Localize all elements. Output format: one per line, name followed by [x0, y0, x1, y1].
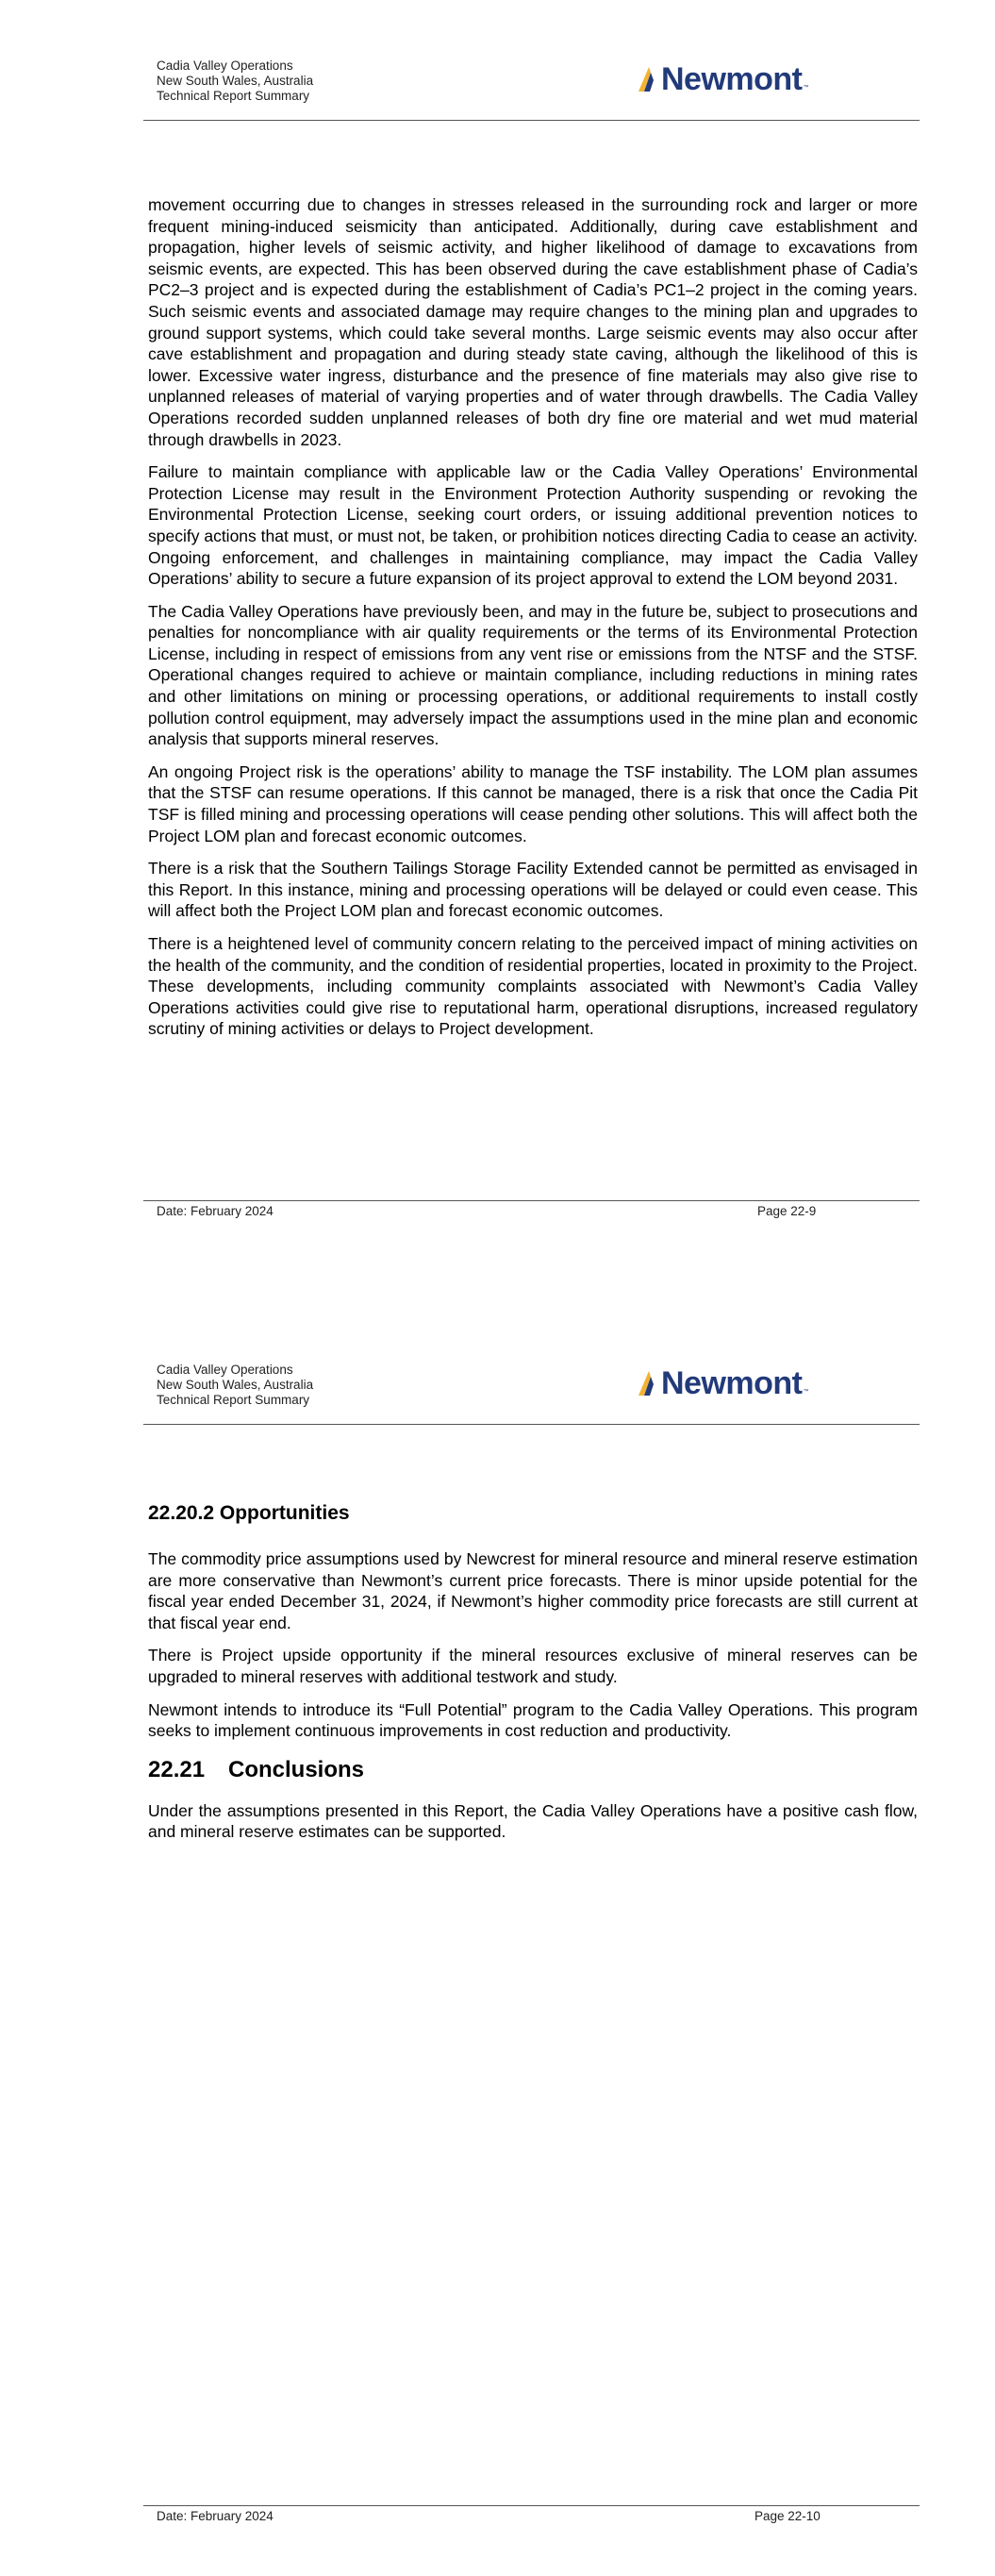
- header-report-type: Technical Report Summary: [157, 89, 310, 103]
- logo-trademark: ™: [803, 85, 809, 91]
- footer-date: Date: February 2024: [157, 1204, 274, 1218]
- section-number: 22.21: [148, 1756, 206, 1782]
- logo-wordmark: Newmont: [661, 1365, 803, 1401]
- logo-trademark: ™: [803, 1389, 809, 1395]
- paragraph: There is Project upside opportunity if the mineral resources exclusive of mineral reserves can be upgraded to mineral reserves with additional testwork and study.: [148, 1646, 918, 1686]
- footer-divider: [143, 2505, 920, 2506]
- header-company: Cadia Valley Operations: [157, 1363, 293, 1377]
- paragraph: The Cadia Valley Operations have previously been, and may in the future be, subject to prosecutions and penalties for noncompliance with air quality requirements or the terms of its Environmental Protection License, including in respect of emissions from any vent rise or emissions from the NTSF and the STSF. Operational changes required to achieve or maintain compliance, including reductions in mining rates and other limitations on mining or processing operations, or additional requirements to install costly pollution control equipment, may adversely impact the assumptions used in the mine plan and economic analysis that supports mineral reserves.: [148, 601, 918, 749]
- footer-page-number: Page 22-10: [755, 2509, 821, 2523]
- header-report-type: Technical Report Summary: [157, 1393, 310, 1407]
- section-title: Conclusions: [228, 1756, 365, 1782]
- header-company: Cadia Valley Operations: [157, 59, 293, 73]
- newmont-logo-icon: [638, 1371, 659, 1396]
- document-header: [157, 1363, 313, 1408]
- newmont-logo-icon: [638, 67, 659, 92]
- logo-wordmark: Newmont: [661, 61, 803, 97]
- footer-date: Date: February 2024: [157, 2509, 274, 2523]
- paragraph: movement occurring due to changes in stresses released in the surrounding rock and larger or more frequent mining-induced seismicity than anticipated. Additionally, during cave establishment and propagation, higher levels of seismic activity, and higher likelihood of damage to excavations from seismic events, are expected. This has been observed during the cave establishment phase of Cadia’s PC2–3 project and is expected during the establishment of Cadia’s PC1–2 project in the coming years. Such seismic events and associated damage may require changes to the mining plan and upgrades to ground support systems, which could take several months. Large seismic events may also occur after cave establishment and propagation and during steady state caving, although the likelihood of this is lower. Excessive water ingress, disturbance and the presence of fine materials may also give rise to unplanned releases of material of varying properties and of water through drawbells. The Cadia Valley Operations recorded sudden unplanned releases of both dry fine ore material and wet mud material through drawbells in 2023.: [148, 195, 918, 449]
- paragraph: Under the assumptions presented in this Report, the Cadia Valley Operations have a positive cash flow, and mineral reserve estimates can be supported.: [148, 1800, 918, 1842]
- section-heading: [148, 1757, 918, 1783]
- risk-text: [148, 194, 918, 1051]
- page-22-10: [0, 1288, 995, 2576]
- paragraph: There is a heightened level of community concern relating to the perceived impact of mining activities on the health of the community, and the condition of residential properties, located in proximity to the Project. These developments, including community complaints associated with Newmont’s Cadia Valley Operations activities could give rise to reputational harm, operational disruptions, increased regulatory scrutiny of mining activities or delays to Project development.: [148, 934, 918, 1039]
- header-divider: [143, 120, 920, 121]
- header-divider: [143, 1424, 920, 1425]
- paragraph: An ongoing Project risk is the operations’ ability to manage the TSF instability. The LOM plan assumes that the STSF can resume operations. If this cannot be managed, there is a risk that once the Cadia Pit TSF is filled mining and processing operations will cease pending other solutions. This will affect both the Project LOM plan and forecast economic outcomes.: [148, 761, 918, 845]
- paragraph: Failure to maintain compliance with applicable law or the Cadia Valley Operations’ Environmental Protection License may result in the Environment Protection Authority suspending or revoking the Environmental Protection License, seeking court orders, or issuing additional prevention notices to specify actions that must, or must not, be taken, or prohibition notices directing Cadia to cease an activity. Ongoing enforcement, and challenges in maintaining compliance, may impact the Cadia Valley Operations’ ability to secure a future expansion of its project approval to extend the LOM beyond 2031.: [148, 462, 918, 589]
- paragraph: The commodity price assumptions used by Newcrest for mineral resource and mineral reserve estimation are more conservative than Newmont’s current price forecasts. There is minor upside potential for the fiscal year ended December 31, 2024, if Newmont’s higher commodity price forecasts are still current at that fiscal year end.: [148, 1549, 918, 1632]
- newmont-logo: [638, 1366, 809, 1400]
- header-location: New South Wales, Australia: [157, 1378, 314, 1392]
- subsection-heading: 22.20.2 Opportunities: [148, 1502, 350, 1524]
- document-header: [157, 59, 313, 104]
- paragraph: Newmont intends to introduce its “Full Potential” program to the Cadia Valley Operations. This program seeks to implement continuous improvements in cost reduction and productivity.: [148, 1699, 918, 1741]
- header-location: New South Wales, Australia: [157, 74, 314, 88]
- paragraph: There is a risk that the Southern Tailings Storage Facility Extended cannot be permitted as envisaged in this Report. In this instance, mining and processing operations will be delayed or could even cease. This will affect both the Project LOM plan and forecast economic outcomes.: [148, 859, 918, 921]
- newmont-logo: [638, 62, 809, 96]
- footer-page-number: Page 22-9: [757, 1204, 817, 1218]
- footer-divider: [143, 1200, 920, 1201]
- page-content: [148, 1501, 918, 1854]
